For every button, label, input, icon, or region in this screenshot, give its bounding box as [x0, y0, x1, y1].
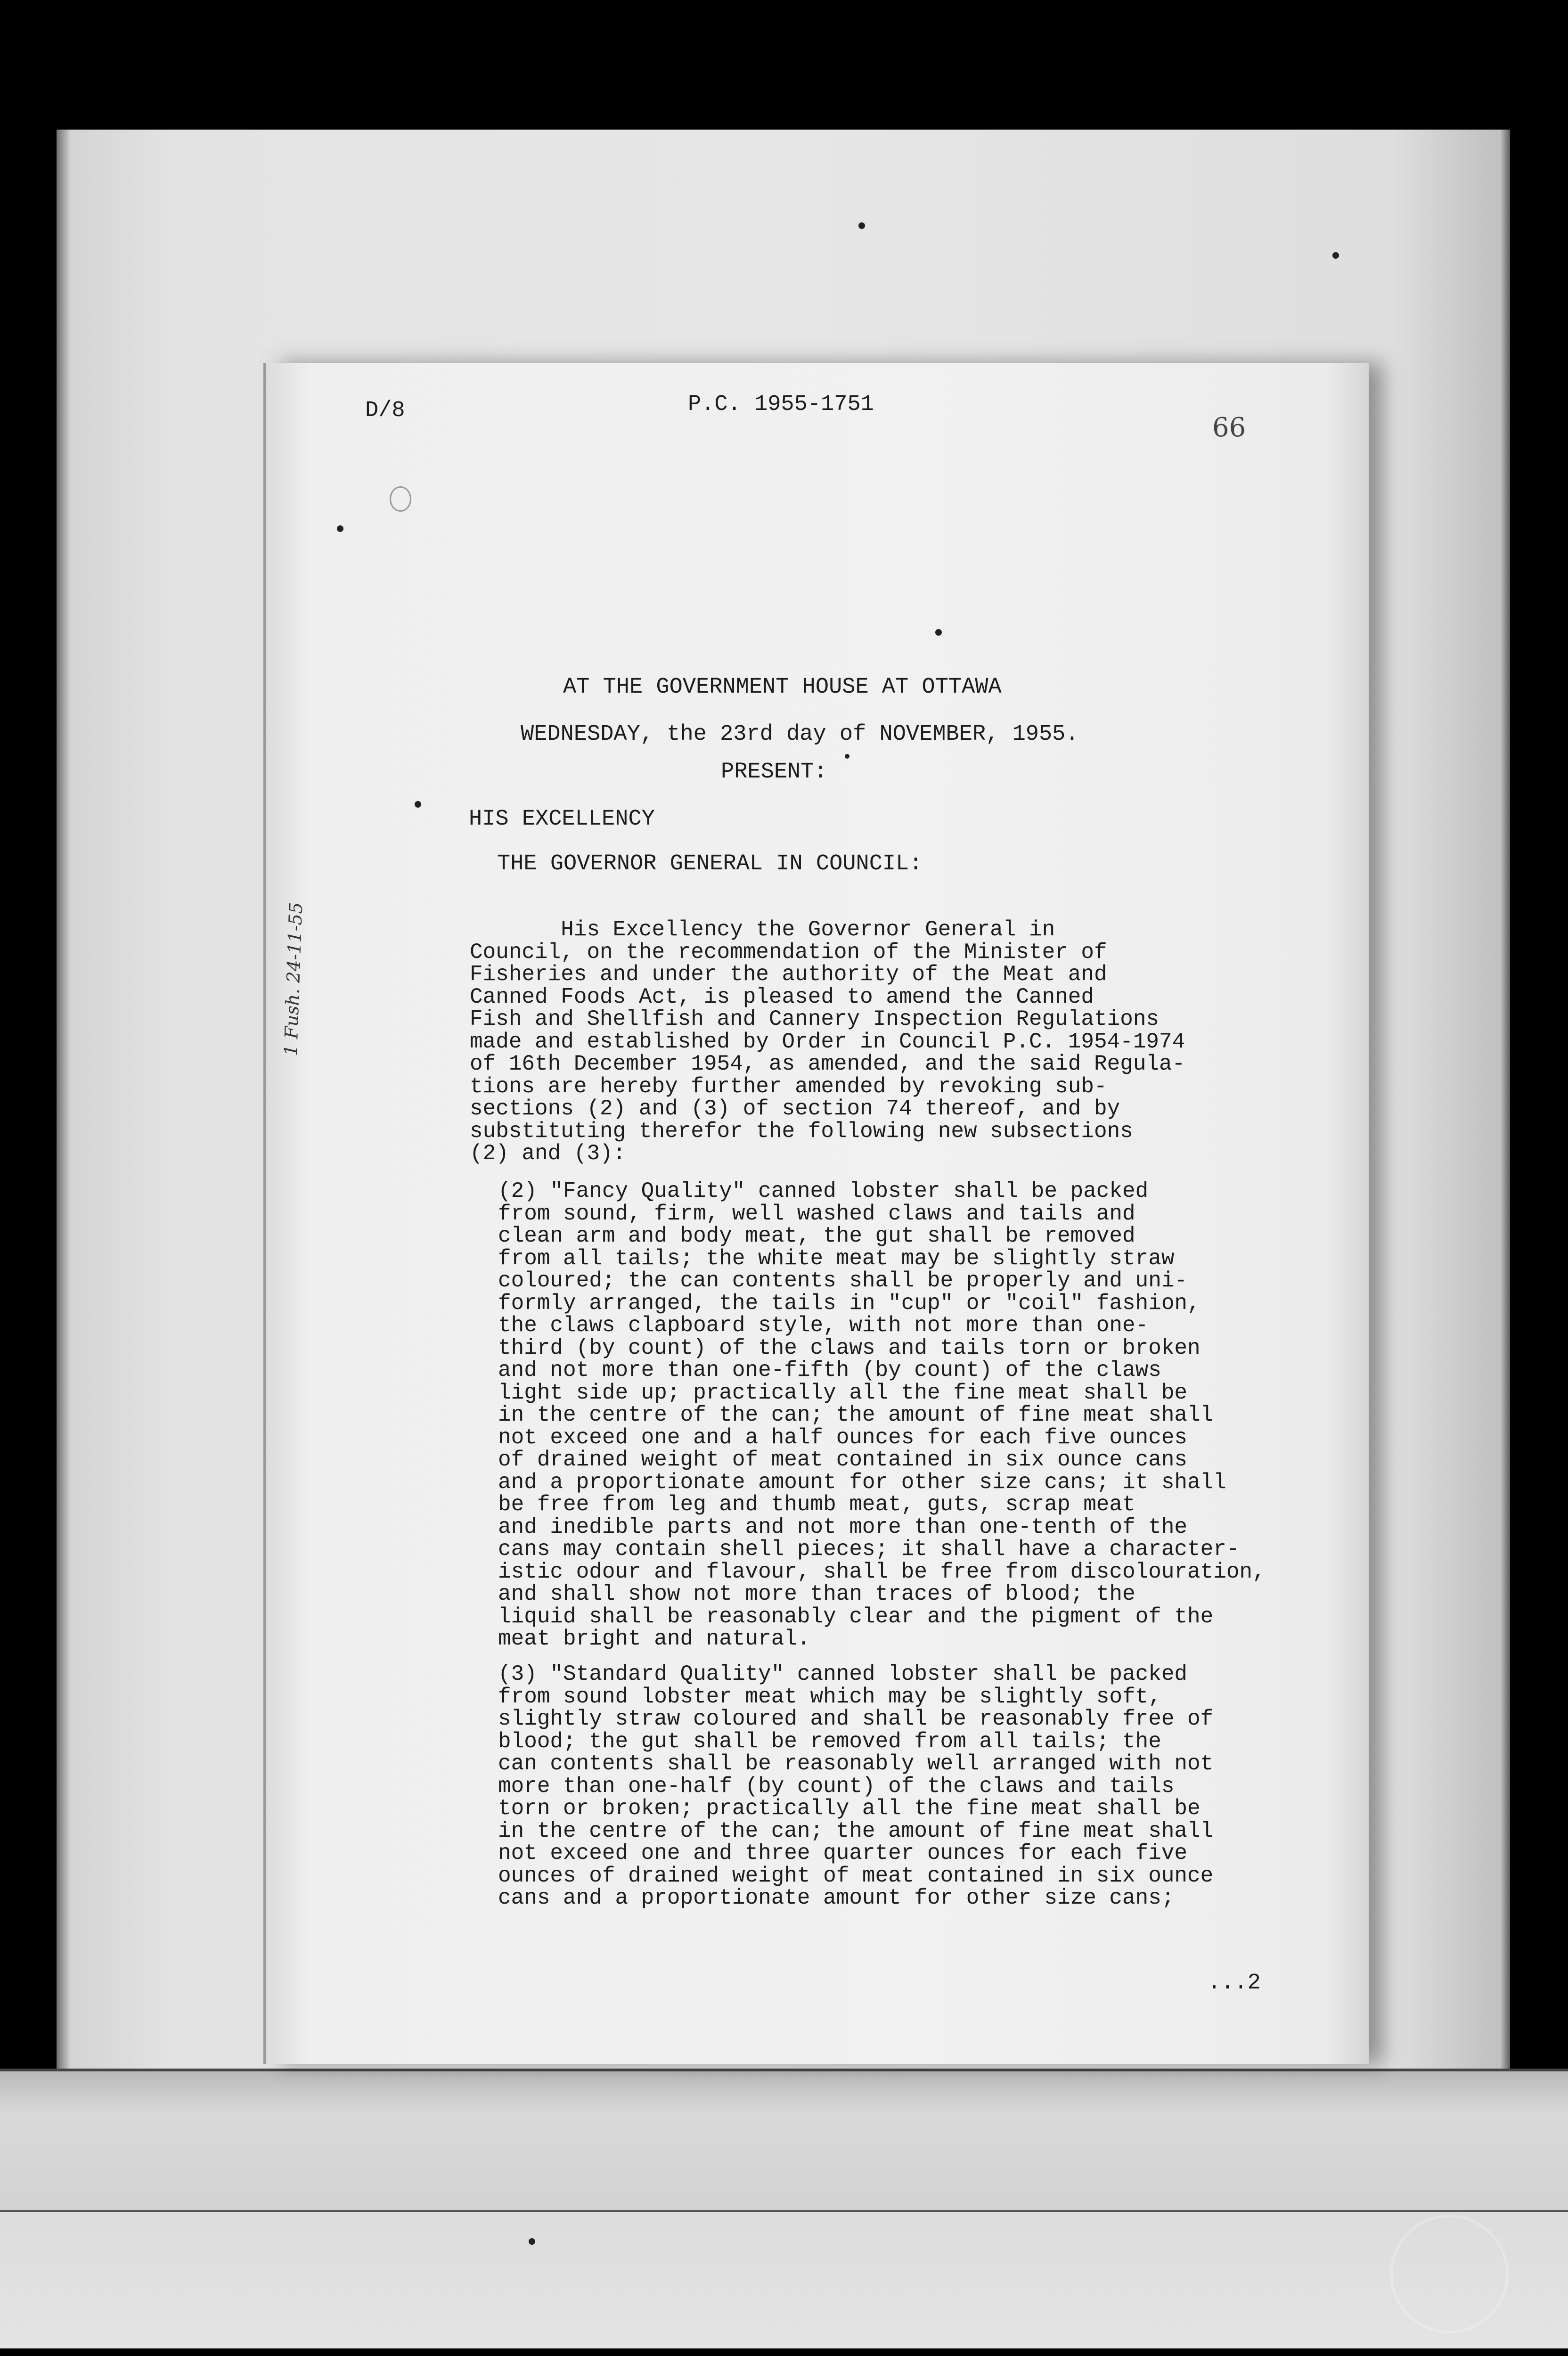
- speck-mark: [858, 222, 865, 229]
- subsection-3-paragraph: (3) "Standard Quality" canned lobster shall be packed from sound lobster meat which may be slightly soft, slightly straw coloured and shall be reasonably free of blood; the gut shall be removed from all tails; the can contents shall be reasonably well arranged with not more than one-half (by count) of the claws and tails torn or broken; practically all the fine meat shall be in the centre of the can; the amount of fine meat shall not exceed one and three quarter ounces for each five ounces of drained weight of meat contained in six ounce cans and a proportionate amount for other size cans;: [498, 1662, 1214, 1910]
- sheet-left-edge: [57, 130, 70, 2347]
- speck-mark: [845, 754, 849, 759]
- bottom-backing-strip-lower: [0, 2210, 1568, 2348]
- sheet-right-edge: [1499, 130, 1510, 2347]
- continuation-marker: ...2: [1208, 1971, 1261, 1996]
- intro-paragraph: His Excellency the Governor General in Council, on the recommendation of the Minister of Fisheries and under the authority of the Meat and Canned Foods Act, is pleased to amend the Canned Fish and Shellfish and Cannery Inspection Regulations made and established by Order in Council P.C. 1954-1974 of 16th December 1954, as amended, and the said Regula- tions are hereby further amended by revoking sub- sections (2) and (3) of section 74 thereof, and by substituting therefor the following new subsections (2) and (3):: [470, 917, 1185, 1166]
- heading-location: AT THE GOVERNMENT HOUSE AT OTTAWA: [563, 675, 1002, 700]
- file-code: D/8: [365, 398, 405, 423]
- speck-mark: [1332, 252, 1339, 259]
- speck-mark: [529, 2238, 535, 2245]
- subsection-2-paragraph: (2) "Fancy Quality" canned lobster shall be packed from sound, firm, well washed claws and tails and clean arm and body meat, the gut shall be removed from all tails; the white meat may be slightly straw coloured; the can contents shall be properly and uni- formly arranged, the tails in "cup" or "coil" fashion, the claws clapboard style, with not more than one- third (by count) of the claws and tails torn or broken and not more than one-fifth (by count) of the claws light side up; practically all the fine meat shall be in the centre of the can; the amount of fine meat shall not exceed one and a half ounces for each five ounces of drained weight of meat contained in six ounce cans and a proportionate amount for other size cans; it shall be free from leg and thumb meat, guts, scrap meat and inedible parts and not more than one-tenth of the cans may contain shell pieces; it shall have a character- istic odour and flavour, shall be free from discolouration, and shall show not more than traces of blood; the liquid shall be reasonably clear and the pigment of the meat bright and natural.: [498, 1179, 1266, 1651]
- handwritten-page-number: 66: [1212, 412, 1246, 443]
- heading-date: WEDNESDAY, the 23rd day of NOVEMBER, 1955.: [521, 722, 1079, 747]
- punch-hole-mark: [390, 486, 411, 512]
- speck-mark: [935, 629, 942, 636]
- document-page: [266, 363, 1369, 2064]
- order-council-number: P.C. 1955-1751: [688, 392, 874, 417]
- speck-mark: [415, 801, 421, 808]
- his-excellency-label: HIS EXCELLENCY: [469, 807, 655, 832]
- speck-mark: [337, 525, 343, 532]
- bottom-backing-strip: [0, 2069, 1568, 2213]
- governor-general-label: THE GOVERNOR GENERAL IN COUNCIL:: [497, 851, 923, 876]
- heading-present: PRESENT:: [721, 760, 827, 785]
- archive-stamp-mark: [1390, 2215, 1509, 2333]
- handwritten-margin-note: 1 Fush. 24-11-55: [280, 902, 307, 1056]
